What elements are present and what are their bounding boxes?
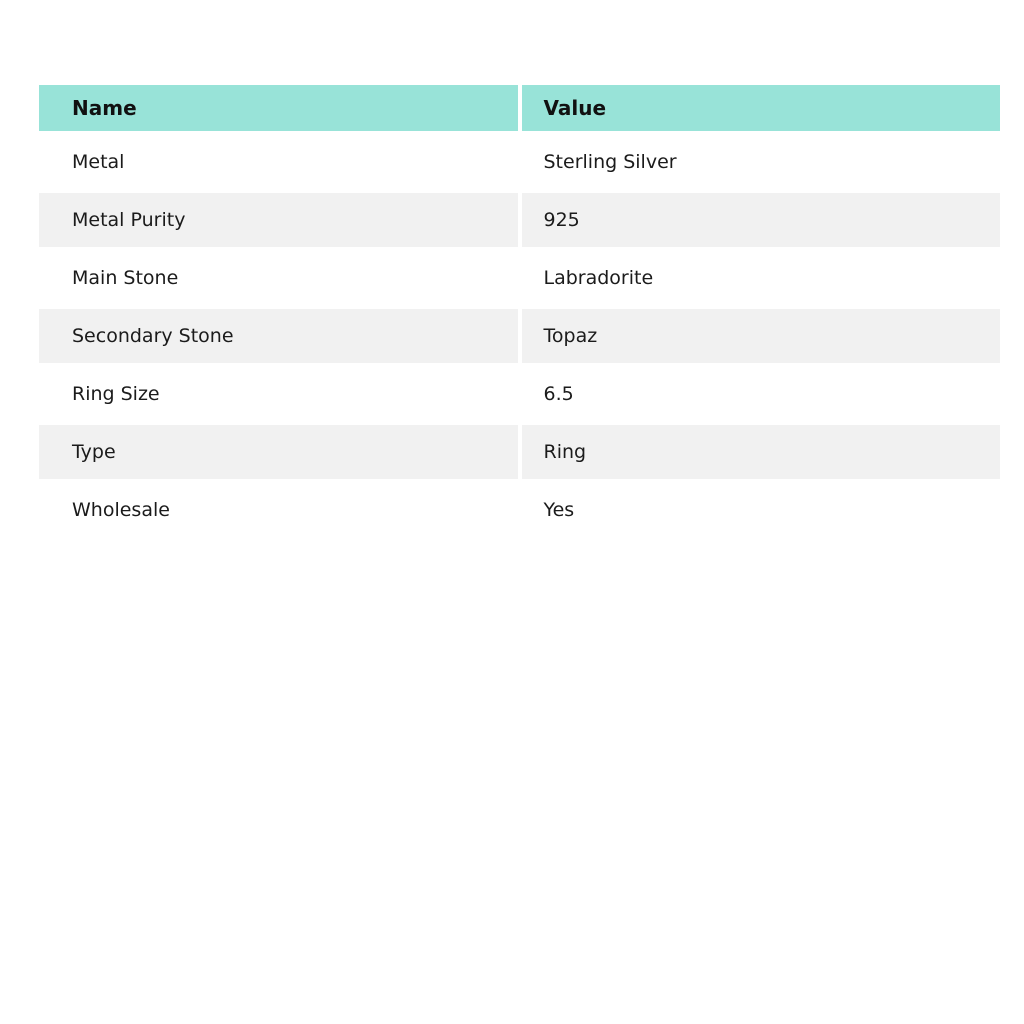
- attribute-value: Topaz: [520, 307, 1003, 365]
- table-row: [37, 133, 1002, 191]
- attribute-name: Metal Purity: [37, 191, 520, 249]
- attribute-value: 6.5: [520, 365, 1003, 423]
- attribute-value: Labradorite: [520, 249, 1003, 307]
- table-row: [37, 191, 1002, 249]
- attribute-value: Yes: [520, 481, 1003, 539]
- attribute-value: Sterling Silver: [520, 133, 1003, 191]
- table-row: [37, 249, 1002, 307]
- product-attributes-table: [37, 83, 1002, 539]
- table-row: [37, 481, 1002, 539]
- table-row: [37, 423, 1002, 481]
- attribute-name: Metal: [37, 133, 520, 191]
- attribute-name: Main Stone: [37, 249, 520, 307]
- column-header-name: Name: [37, 83, 520, 133]
- attribute-value: Ring: [520, 423, 1003, 481]
- header-row: [37, 83, 1002, 133]
- table-row: [37, 365, 1002, 423]
- table-body: [37, 133, 1002, 539]
- attribute-value: 925: [520, 191, 1003, 249]
- table-header: [37, 83, 1002, 133]
- attribute-name: Ring Size: [37, 365, 520, 423]
- table-row: [37, 307, 1002, 365]
- attribute-name: Secondary Stone: [37, 307, 520, 365]
- column-header-value: Value: [520, 83, 1003, 133]
- attribute-name: Wholesale: [37, 481, 520, 539]
- attribute-name: Type: [37, 423, 520, 481]
